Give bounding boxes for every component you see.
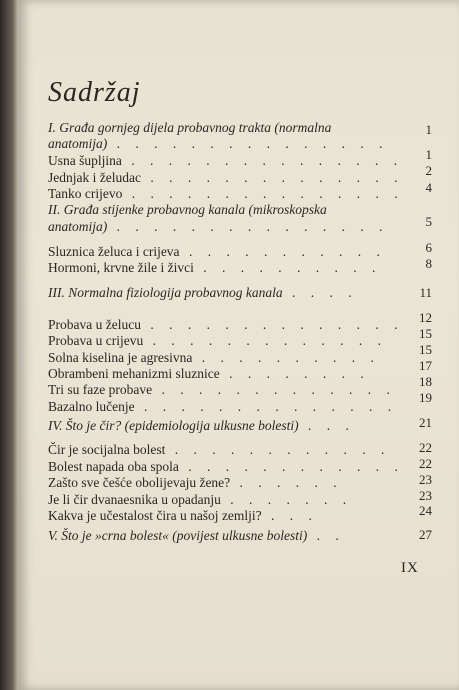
toc-entry-title: Čir je socijalna bolest <box>48 442 166 457</box>
toc-entry-title: III. Normalna fiziologija probavnog kanala <box>48 285 283 300</box>
toc-entry-title: Obrambeni mehanizmi sluznice <box>48 366 220 381</box>
toc-page-number: 22 <box>419 440 432 455</box>
toc-dot-leader: . . . . . . <box>230 475 343 490</box>
toc-dot-leader: . . . . . . . . . . . . . . . <box>122 186 404 201</box>
toc-page-number: 19 <box>419 390 432 405</box>
toc-entry-title: Bolest napada oba spola <box>48 459 179 474</box>
toc-entry <box>48 350 404 366</box>
toc-page-number: 11 <box>419 285 432 300</box>
toc-entry-title: Solna kiselina je agresivna <box>48 350 193 365</box>
table-of-contents <box>18 0 459 690</box>
toc-entry <box>48 170 404 186</box>
toc-entry <box>48 285 404 301</box>
toc-dot-leader: . . . . . . . . . . . . . . <box>134 399 398 414</box>
toc-dot-leader: . . . . . . . . . . . . . <box>152 382 396 397</box>
toc-page-number: 8 <box>425 256 432 271</box>
toc-dot-leader: . . . . . . . . . . . . . <box>143 333 387 348</box>
toc-entry-title: IV. Što je čir? (epidemiologija ulkusne bolesti) <box>48 418 299 433</box>
toc-dot-leader: . . . . . . . . . . . <box>179 244 386 259</box>
toc-dot-leader: . . . <box>261 508 318 523</box>
toc-entry-title: anatomija) <box>48 219 108 234</box>
toc-dot-leader: . . . . . . . . . . . . <box>178 459 404 474</box>
toc-dot-leader: . . <box>307 528 345 543</box>
toc-entry-title: Tanko crijevo <box>48 186 123 201</box>
toc-entry <box>48 508 404 524</box>
toc-entry <box>48 459 404 475</box>
toc-page-number: 17 <box>419 358 432 373</box>
toc-page-number: 6 <box>425 240 432 255</box>
book-spine-shadow <box>0 0 18 690</box>
toc-entry-title: I. Građa gornjeg dijela probavnog trakta (normalna <box>48 120 332 135</box>
toc-page-number: 18 <box>419 374 432 389</box>
toc-page-number: 22 <box>419 456 432 471</box>
toc-page-number: 23 <box>419 488 432 503</box>
toc-entry <box>48 186 404 202</box>
toc-page-number: 12 <box>419 310 432 325</box>
toc-dot-leader: . . . . <box>282 285 358 300</box>
toc-page-number: 1 <box>425 147 432 162</box>
toc-entry <box>48 528 404 544</box>
toc-page-number: 24 <box>419 503 432 518</box>
toc-entry <box>48 260 404 276</box>
toc-page-number: 2 <box>425 163 432 178</box>
toc-entry <box>48 492 404 508</box>
toc-entry <box>48 136 404 152</box>
toc-entry-title: Tri su faze probave <box>48 382 153 397</box>
book-page <box>18 0 459 690</box>
toc-entry-title: Bazalno lučenje <box>48 399 135 414</box>
toc-page-number: 15 <box>419 342 432 357</box>
page-number-folio: IX <box>401 560 419 576</box>
toc-page-number: 4 <box>425 180 432 195</box>
toc-entry-title: V. Što je »crna bolest« (povijest ulkusne bolesti) <box>48 528 308 543</box>
toc-entry <box>48 442 404 458</box>
toc-entry <box>48 153 404 169</box>
toc-entry <box>48 333 404 349</box>
toc-page-number: 23 <box>419 472 432 487</box>
toc-entry-title: Usna šupljina <box>48 153 122 168</box>
toc-dot-leader: . . . . . . . . <box>219 366 370 381</box>
toc-dot-leader: . . . . . . . . . . . . . . <box>140 317 404 332</box>
toc-entry <box>48 202 404 218</box>
toc-dot-leader: . . . . . . . . . . . . . . . <box>107 219 389 234</box>
toc-page-number: 15 <box>419 326 432 341</box>
toc-entry <box>48 120 404 136</box>
toc-page-number: 5 <box>425 214 432 229</box>
toc-dot-leader: . . . . . . . . . . . . . . . <box>107 136 389 151</box>
toc-page-number: 1 <box>425 122 432 137</box>
toc-entry-title: Zašto sve češće obolijevaju žene? <box>48 475 231 490</box>
toc-entry-title: Probava u crijevu <box>48 333 144 348</box>
toc-entry-title: II. Građa stijenke probavnog kanala (mikroskopska <box>48 202 327 217</box>
toc-entry <box>48 366 404 382</box>
toc-entry-title: Je li čir dvanaesnika u opadanju <box>48 492 221 507</box>
toc-entry <box>48 399 404 415</box>
toc-dot-leader: . . . . . . . . . . . . <box>165 442 391 457</box>
toc-page-number: 27 <box>419 527 432 542</box>
toc-entry <box>48 382 404 398</box>
toc-entry-title: Sluznica želuca i crijeva <box>48 244 180 259</box>
toc-entry <box>48 317 404 333</box>
toc-entry-title: Hormoni, krvne žile i živci <box>48 260 194 275</box>
page-title: Sadržaj <box>48 76 141 108</box>
toc-entry <box>48 219 404 235</box>
toc-dot-leader: . . . . . . . <box>220 492 353 507</box>
toc-entry <box>48 244 404 260</box>
toc-entry-title: anatomija) <box>48 136 108 151</box>
toc-entry <box>48 418 404 434</box>
toc-dot-leader: . . . . . . . . . . . . . . <box>140 170 404 185</box>
toc-dot-leader: . . . <box>298 418 355 433</box>
toc-dot-leader: . . . . . . . . . . . . . . . <box>121 153 404 168</box>
toc-dot-leader: . . . . . . . . . . <box>192 350 380 365</box>
toc-entry <box>48 475 404 491</box>
toc-entry-title: Kakva je učestalost čira u našoj zemlji? <box>48 508 262 523</box>
toc-page-number: 21 <box>419 415 432 430</box>
toc-dot-leader: . . . . . . . . . . <box>193 260 382 275</box>
toc-entry-title: Jednjak i želudac <box>48 170 141 185</box>
toc-entry-title: Probava u želucu <box>48 317 141 332</box>
